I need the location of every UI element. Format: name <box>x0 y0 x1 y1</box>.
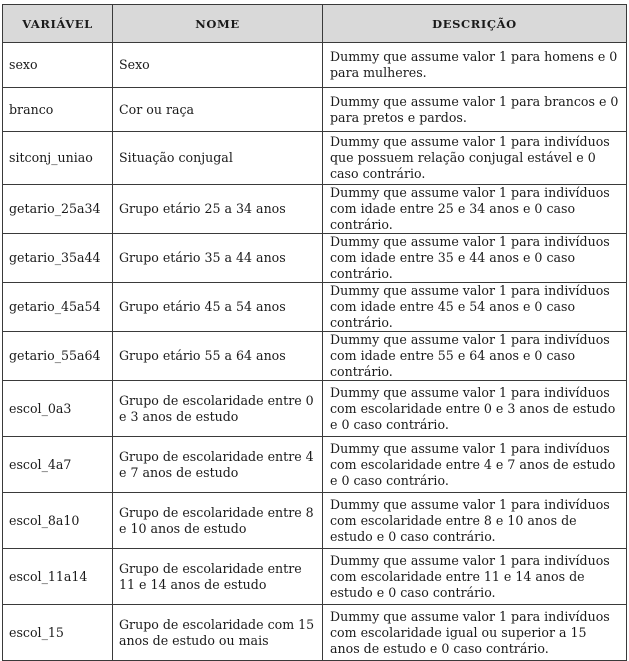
cell-variable: getario_45a54 <box>3 283 113 332</box>
header-name: NOME <box>113 5 323 43</box>
table-row <box>3 605 627 661</box>
cell-variable: branco <box>3 88 113 132</box>
cell-description: Dummy que assume valor 1 para indivíduos que possuem relação conjugal estável e 0 caso contrário. <box>323 132 627 185</box>
table-row <box>3 332 627 381</box>
table-row <box>3 493 627 549</box>
cell-name: Grupo de escolaridade com 15 anos de estudo ou mais <box>113 605 323 661</box>
table-row <box>3 43 627 88</box>
table-row <box>3 185 627 234</box>
cell-name: Grupo etário 35 a 44 anos <box>113 234 323 283</box>
cell-description: Dummy que assume valor 1 para indivíduos com idade entre 35 e 44 anos e 0 caso contrário. <box>323 234 627 283</box>
variables-table <box>2 4 627 661</box>
table-row <box>3 437 627 493</box>
cell-description: Dummy que assume valor 1 para indivíduos com escolaridade entre 11 e 14 anos de estudo e 0 caso contrário. <box>323 549 627 605</box>
cell-variable: getario_25a34 <box>3 185 113 234</box>
cell-variable: escol_4a7 <box>3 437 113 493</box>
table-row <box>3 234 627 283</box>
cell-variable: sitconj_uniao <box>3 132 113 185</box>
table-row <box>3 132 627 185</box>
cell-description: Dummy que assume valor 1 para indivíduos com idade entre 45 e 54 anos e 0 caso contrário. <box>323 283 627 332</box>
cell-name: Grupo etário 55 a 64 anos <box>113 332 323 381</box>
cell-description: Dummy que assume valor 1 para brancos e 0 para pretos e pardos. <box>323 88 627 132</box>
cell-description: Dummy que assume valor 1 para homens e 0 para mulheres. <box>323 43 627 88</box>
table-row <box>3 381 627 437</box>
cell-name: Grupo etário 45 a 54 anos <box>113 283 323 332</box>
header-variable: VARIÁVEL <box>3 5 113 43</box>
cell-variable: escol_8a10 <box>3 493 113 549</box>
cell-description: Dummy que assume valor 1 para indivíduos com escolaridade entre 8 e 10 anos de estudo e 0 caso contrário. <box>323 493 627 549</box>
variables-table-container <box>2 4 626 661</box>
cell-name: Grupo de escolaridade entre 4 e 7 anos de estudo <box>113 437 323 493</box>
cell-description: Dummy que assume valor 1 para indivíduos com escolaridade entre 0 e 3 anos de estudo e 0 caso contrário. <box>323 381 627 437</box>
table-header-row <box>3 5 627 43</box>
table-row <box>3 549 627 605</box>
cell-variable: sexo <box>3 43 113 88</box>
cell-variable: escol_15 <box>3 605 113 661</box>
cell-description: Dummy que assume valor 1 para indivíduos com idade entre 55 e 64 anos e 0 caso contrário. <box>323 332 627 381</box>
cell-name: Sexo <box>113 43 323 88</box>
cell-variable: escol_11a14 <box>3 549 113 605</box>
cell-name: Grupo de escolaridade entre 0 e 3 anos de estudo <box>113 381 323 437</box>
cell-name: Cor ou raça <box>113 88 323 132</box>
cell-variable: getario_35a44 <box>3 234 113 283</box>
cell-name: Situação conjugal <box>113 132 323 185</box>
cell-name: Grupo etário 25 a 34 anos <box>113 185 323 234</box>
cell-name: Grupo de escolaridade entre 8 e 10 anos de estudo <box>113 493 323 549</box>
cell-variable: getario_55a64 <box>3 332 113 381</box>
header-description: DESCRIÇÃO <box>323 5 627 43</box>
cell-description: Dummy que assume valor 1 para indivíduos com escolaridade igual ou superior a 15 anos de estudo e 0 caso contrário. <box>323 605 627 661</box>
cell-name: Grupo de escolaridade entre 11 e 14 anos de estudo <box>113 549 323 605</box>
table-row <box>3 283 627 332</box>
cell-variable: escol_0a3 <box>3 381 113 437</box>
table-row <box>3 88 627 132</box>
cell-description: Dummy que assume valor 1 para indivíduos com idade entre 25 e 34 anos e 0 caso contrário. <box>323 185 627 234</box>
cell-description: Dummy que assume valor 1 para indivíduos com escolaridade entre 4 e 7 anos de estudo e 0 caso contrário. <box>323 437 627 493</box>
